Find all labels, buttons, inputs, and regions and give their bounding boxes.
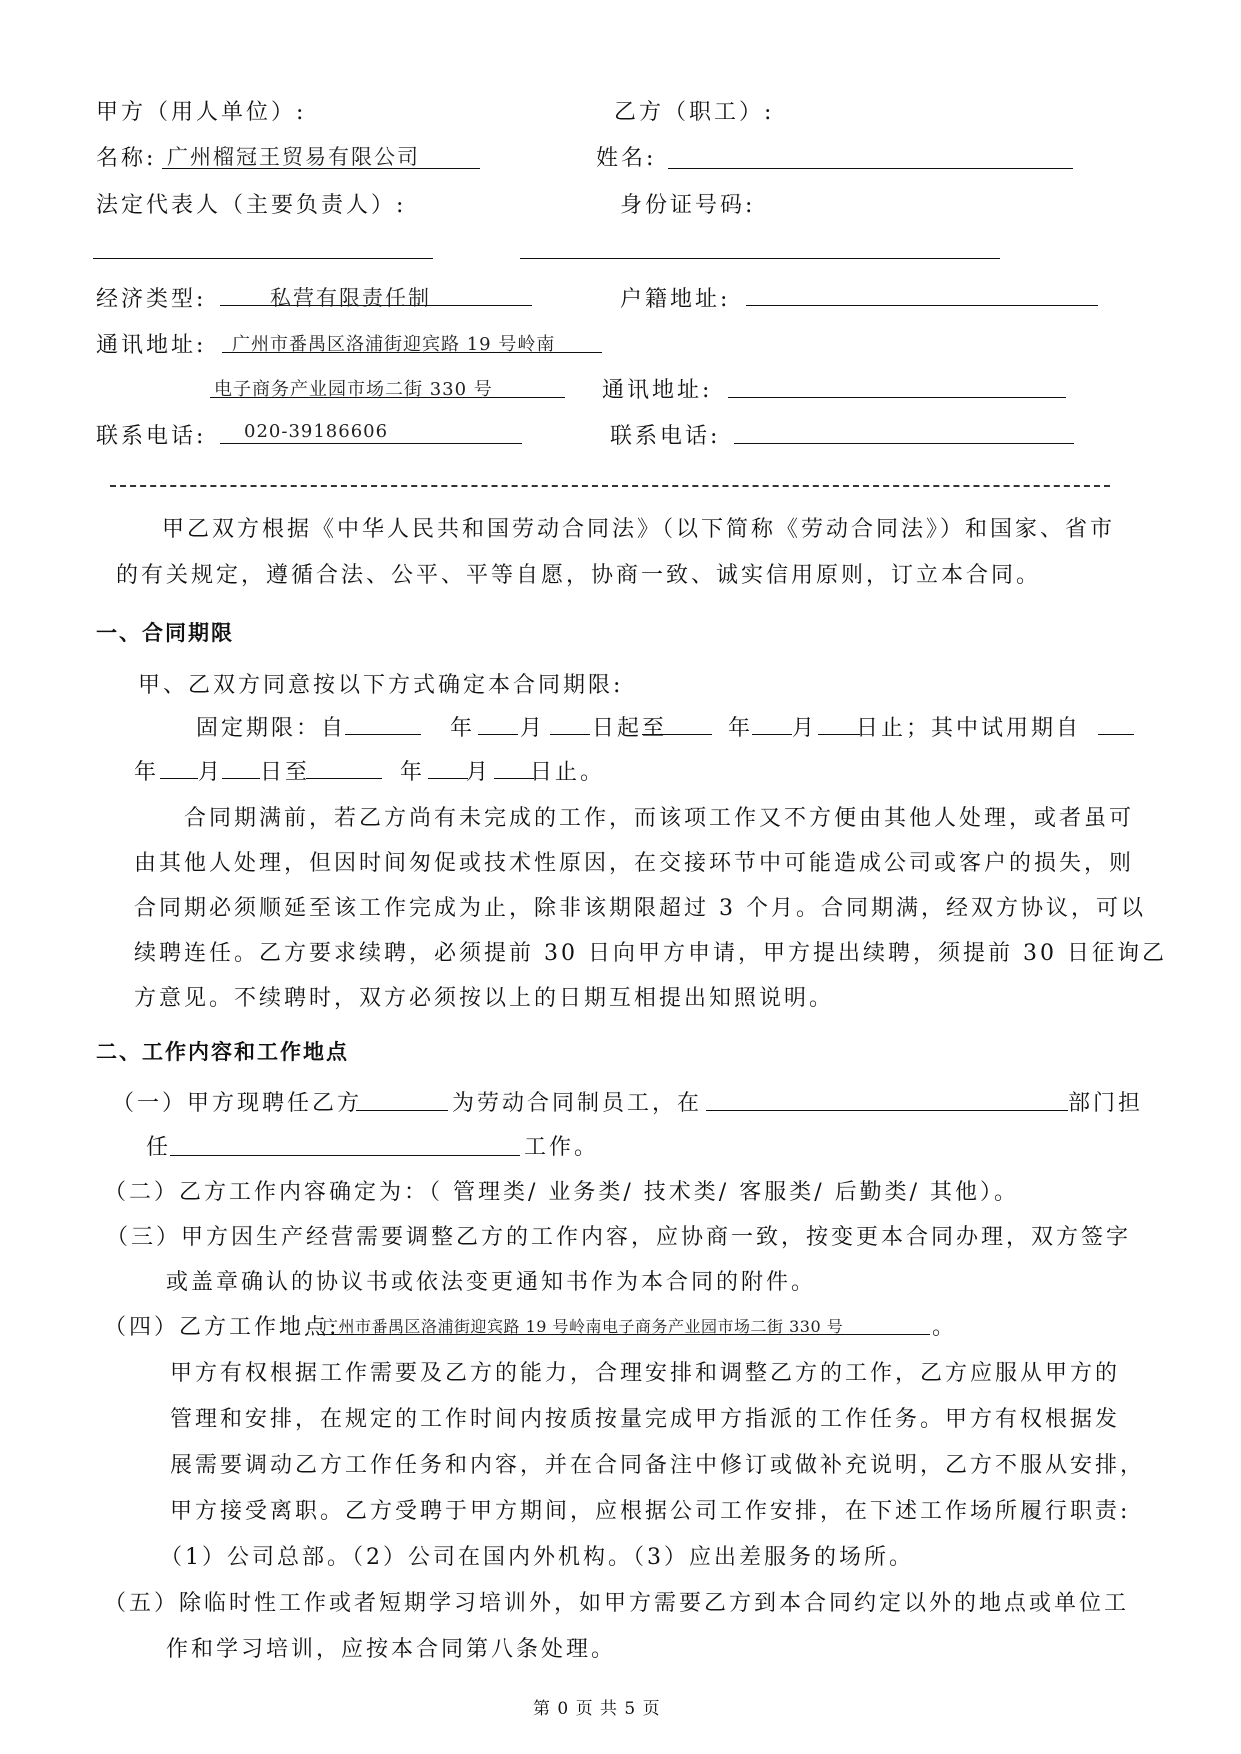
item-4-period: 。 [932,1315,958,1340]
item-4-body-line-2: 管理和安排，在规定的工作时间内按质按量完成甲方指派的工作任务。甲方有权根据发 [170,1407,1121,1432]
item-2: （二）乙方工作内容确定为：（ 管理类/ 业务类/ 技术类/ 客服类/ 后勤类/ 其他）。 [104,1180,1020,1205]
item-3-line-2: 或盖章确认的协议书或依法变更通知书作为本合同的附件。 [166,1270,817,1295]
econ-type-value: 私营有限责任制 [270,286,431,310]
start-month-unit: 月 [520,716,546,741]
section-1-para-line-4: 续聘连任。乙方要求续聘，必须提前 30 日向甲方申请，甲方提出续聘，须提前 30 日征询乙 [134,941,1167,966]
end-month-unit: 月 [792,716,818,741]
item-1-part-b: 为劳动合同制员工，在 [452,1091,703,1116]
section-1-para-line-3: 合同期必须顺延至该工作完成为止，除非该期限超过 3 个月。合同期满，经双方协议，可以 [134,896,1146,921]
party-a-label: 甲方（用人单位）: [96,100,307,125]
probation-end-year-field[interactable] [306,778,382,779]
employee-phone-label: 联系电话: [610,424,721,449]
employee-name-field[interactable] [668,168,1073,169]
section-1-para-line-5: 方意见。不续聘时，双方必须按以上的日期互相提出知照说明。 [134,986,835,1011]
employee-address-label: 通讯地址: [602,378,713,403]
work-location-underline [318,1334,930,1335]
end-month-field[interactable] [752,734,792,735]
section-1-intro: 甲、乙双方同意按以下方式确定本合同期限: [138,673,624,698]
company-address-label: 通讯地址: [96,333,207,358]
work-location-value: 广州市番禺区洛浦街迎宾路 19 号岭南电子商务产业园市场二街 330 号 [322,1317,844,1336]
start-year-unit: 年 [450,716,476,741]
company-name-label: 名称: [96,146,157,171]
position-field[interactable] [356,1110,448,1111]
item-5-line-2: 作和学习培训，应按本合同第八条处理。 [166,1637,617,1662]
start-day-field[interactable] [550,734,590,735]
page-number: 第 0 页 共 5 页 [533,1699,661,1719]
probation-end-year-unit: 年 [400,760,426,785]
job-title-field[interactable] [170,1155,520,1156]
hukou-field[interactable] [746,305,1098,306]
econ-type-underline [220,305,532,306]
separator-dashed-line [110,485,1110,487]
department-field[interactable] [706,1110,1068,1111]
item-4-body-line-3: 展需要调动乙方工作任务和内容，并在合同备注中修订或做补充说明，乙方不服从安排， [170,1453,1146,1478]
end-day-field[interactable] [818,734,860,735]
intro-line-1: 甲乙双方根据《中华人民共和国劳动合同法》（以下简称《劳动合同法》）和国家、省市 [162,517,1116,542]
section-1-para-line-2: 由其他人处理，但因时间匆促或技术性原因，在交接环节中可能造成公司或客户的损失，则 [134,851,1135,876]
probation-start-month-field[interactable] [160,778,198,779]
start-year-field[interactable] [345,734,421,735]
item-1-part-c: 部门担 [1068,1091,1144,1116]
start-day-unit: 日起至 [592,716,668,741]
item-4-label: （四）乙方工作地点: [104,1315,340,1340]
item-4-body-line-1: 甲方有权根据工作需要及乙方的能力，合理安排和调整乙方的工作，乙方应服从甲方的 [170,1361,1121,1386]
item-1-part-e: 工作。 [524,1135,600,1160]
id-number-label: 身份证号码: [620,193,756,218]
probation-start-day-field[interactable] [222,778,260,779]
employee-name-label: 姓名: [596,146,657,171]
end-year-field[interactable] [642,734,712,735]
probation-start-year-field[interactable] [1098,734,1134,735]
legal-rep-label: 法定代表人（主要负责人）: [96,193,407,218]
company-phone-underline [220,443,522,444]
employee-phone-field[interactable] [734,443,1074,444]
probation-start-month-unit: 月 [198,760,224,785]
company-address-line2: 电子商务产业园市场二街 330 号 [214,379,493,400]
party-b-label: 乙方（职工）: [614,100,775,125]
fixed-term-label: 固定期限：自 [196,716,347,741]
start-month-field[interactable] [478,734,518,735]
item-3-line-1: （三）甲方因生产经营需要调整乙方的工作内容，应协商一致，按变更本合同办理，双方签字 [106,1225,1132,1250]
company-address-line1: 广州市番禺区洛浦街迎宾路 19 号岭南 [232,334,556,355]
econ-type-label: 经济类型: [96,287,207,312]
probation-end-month-field[interactable] [428,778,468,779]
probation-end-month-unit: 月 [466,760,492,785]
probation-end-day-unit: 日止。 [530,760,606,785]
company-address-underline-1 [222,352,602,353]
intro-line-2: 的有关规定，遵循合法、公平、平等自愿，协商一致、诚实信用原则，订立本合同。 [116,563,1042,588]
probation-start-day-unit: 日至 [260,760,311,785]
company-name-value: 广州榴冠王贸易有限公司 [167,145,420,169]
item-4-body-line-4: 甲方接受离职。乙方受聘于甲方期间，应根据公司工作安排，在下述工作场所履行职责: [170,1499,1131,1524]
section-2-title: 二、工作内容和工作地点 [96,1040,349,1064]
company-phone-value: 020-39186606 [244,421,389,442]
section-1-para-line-1: 合同期满前，若乙方尚有未完成的工作，而该项工作又不方便由其他人处理，或者虽可 [184,806,1135,831]
company-address-underline-2 [210,397,565,398]
legal-rep-field[interactable] [93,258,433,259]
end-year-unit: 年 [728,716,754,741]
probation-start-year-unit: 年 [134,760,160,785]
company-name-underline [162,168,480,169]
probation-end-day-field[interactable] [494,778,534,779]
end-day-unit: 日止；其中试用期自 [856,716,1082,741]
item-5-line-1: （五）除临时性工作或者短期学习培训外，如甲方需要乙方到本合同约定以外的地点或单位工 [104,1591,1130,1616]
employee-address-field[interactable] [728,397,1066,398]
section-1-title: 一、合同期限 [96,621,234,645]
item-1-part-a: （一）甲方现聘任乙方 [112,1091,363,1116]
company-phone-label: 联系电话: [96,424,207,449]
item-4-body-line-5: （1）公司总部。（2）公司在国内外机构。（3）应出差服务的场所。 [160,1545,914,1570]
hukou-label: 户籍地址: [620,287,731,312]
item-1-part-d: 任 [146,1135,172,1160]
id-number-field[interactable] [520,258,1000,259]
